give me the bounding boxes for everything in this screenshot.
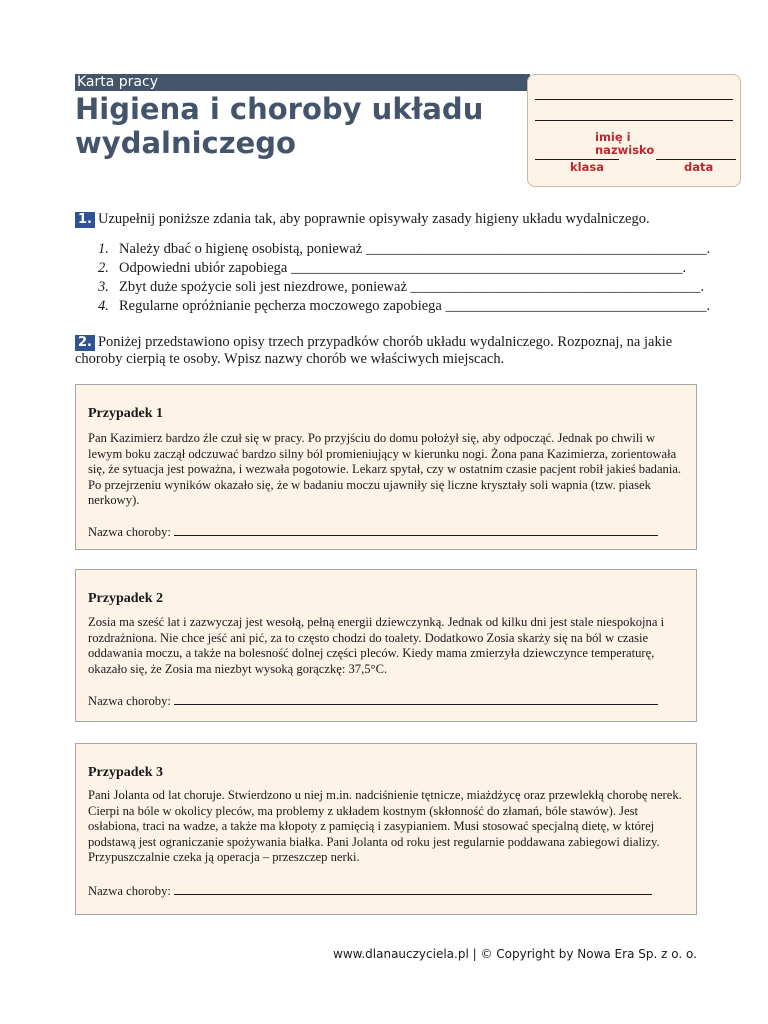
- name-line-1: [535, 99, 733, 100]
- list-item[interactable]: [98, 259, 698, 278]
- task-1-instruction: [75, 211, 695, 228]
- case-box-2: [75, 569, 697, 722]
- item-text: Regularne opróżnianie pęcherza moczowego zapobiega ____________________________________.: [119, 298, 711, 314]
- answer-row: [88, 882, 652, 899]
- date-label: data: [684, 160, 714, 174]
- task-1-number: 1.: [75, 212, 95, 228]
- answer-row: [88, 692, 658, 709]
- task-1-text: Uzupełnij poniższe zdania tak, aby poprawnie opisywały zasady higieny układu wydalniczego.: [97, 211, 650, 227]
- case-box-1: [75, 384, 697, 550]
- answer-field[interactable]: [174, 882, 652, 895]
- item-text: Zbyt duże spożycie soli jest niezdrowe, ponieważ ________________________________________.: [119, 279, 705, 295]
- student-info-box: [527, 74, 741, 187]
- case-text: Pan Kazimierz bardzo źle czuł się w pracy. Po przyjściu do domu położył się, aby odpocząć. Jednak po chwili w lewym boku zaczął odczuwać bardzo silny ból promieniujący w kierunku nogi. Żona pana Kazimierza, zorientowała się, że sytuacja jest poważna, i wezwała pogotowie. Lekarz spytał, czy w ostatnim czasie pacjent robił jakieś badania. Po przejrzeniu wyników okazało się, że w badaniu moczu ujawniły się liczne kryształy soli wapnia (tzw. piasek nerkowy).: [88, 431, 682, 507]
- case-text: Zosia ma sześć lat i zazwyczaj jest wesołą, pełną energii dziewczynką. Jednak od kilku dni jest stale niespokojna i rozdrażniona. Nie chce jeść ani pić, za to często chodzi do toalety. Dodatkowo Zosia skarży się na ból w czasie oddawania moczu, a także na bolesność dolnej części pleców. Kiedy mama zmierzyła dziewczynce temperaturę, okazało się, że Zosia ma niezbyt wysoką gorączkę: 37,5°C.: [88, 615, 665, 676]
- name-label: imię i nazwisko: [595, 130, 655, 157]
- case-text: Pani Jolanta od lat choruje. Stwierdzono u niej m.in. nadciśnienie tętnicze, miażdżycę oraz przewlekłą chorobę nerek. Cierpi na bóle w okolicy pleców, ma problemy z układem kostnym (skłonność do złamań, bóle stawów). Jest osłabiona, traci na wadze, a także ma kłopoty z pamięcią i zasypianiem. Musi stosować specjalną dietę, w której podstawą jest ograniczanie spożywania białka. Pani Jolanta od roku jest regularnie poddawana zabiegowi dializy. Przypuszczalnie czeka ją operacja – przeszczep nerki.: [88, 788, 682, 864]
- task-2-text: Poniżej przedstawiono opisy trzech przypadków chorób układu wydalniczego. Rozpoznaj, na jakie choroby cierpią te osoby. Wpisz nazwy chorób we właściwych miejscach.: [75, 334, 673, 367]
- page-title: Higiena i choroby układu wydalniczego: [75, 92, 484, 160]
- case-title: Przypadek 1: [88, 406, 164, 421]
- case-title: Przypadek 2: [88, 591, 164, 606]
- item-number: 3.: [98, 279, 109, 295]
- sheet-label: Karta pracy: [75, 74, 530, 91]
- case-title: Przypadek 3: [88, 765, 164, 780]
- class-label: klasa: [570, 160, 604, 174]
- answer-field[interactable]: [174, 523, 658, 536]
- answer-label: Nazwa choroby:: [88, 884, 171, 898]
- footer-copyright: www.dlanauczyciela.pl | © Copyright by Nowa Era Sp. z o. o.: [333, 947, 697, 961]
- answer-label: Nazwa choroby:: [88, 525, 171, 539]
- list-item[interactable]: [98, 278, 705, 297]
- item-text: Odpowiedni ubiór zapobiega ______________________________________________________.: [119, 260, 687, 276]
- item-number: 4.: [98, 298, 109, 314]
- item-text: Należy dbać o higienę osobistą, ponieważ _______________________________________________.: [119, 241, 711, 257]
- name-line-2: [535, 120, 733, 121]
- list-item[interactable]: [98, 240, 711, 259]
- task-2-instruction: [75, 334, 697, 368]
- task-2-number: 2.: [75, 335, 95, 351]
- case-box-3: [75, 743, 697, 915]
- answer-field[interactable]: [174, 692, 658, 705]
- answer-row: [88, 523, 658, 540]
- item-number: 2.: [98, 260, 109, 276]
- item-number: 1.: [98, 241, 109, 257]
- answer-label: Nazwa choroby:: [88, 694, 171, 708]
- list-item[interactable]: [98, 297, 711, 316]
- task-1-list: [98, 240, 711, 316]
